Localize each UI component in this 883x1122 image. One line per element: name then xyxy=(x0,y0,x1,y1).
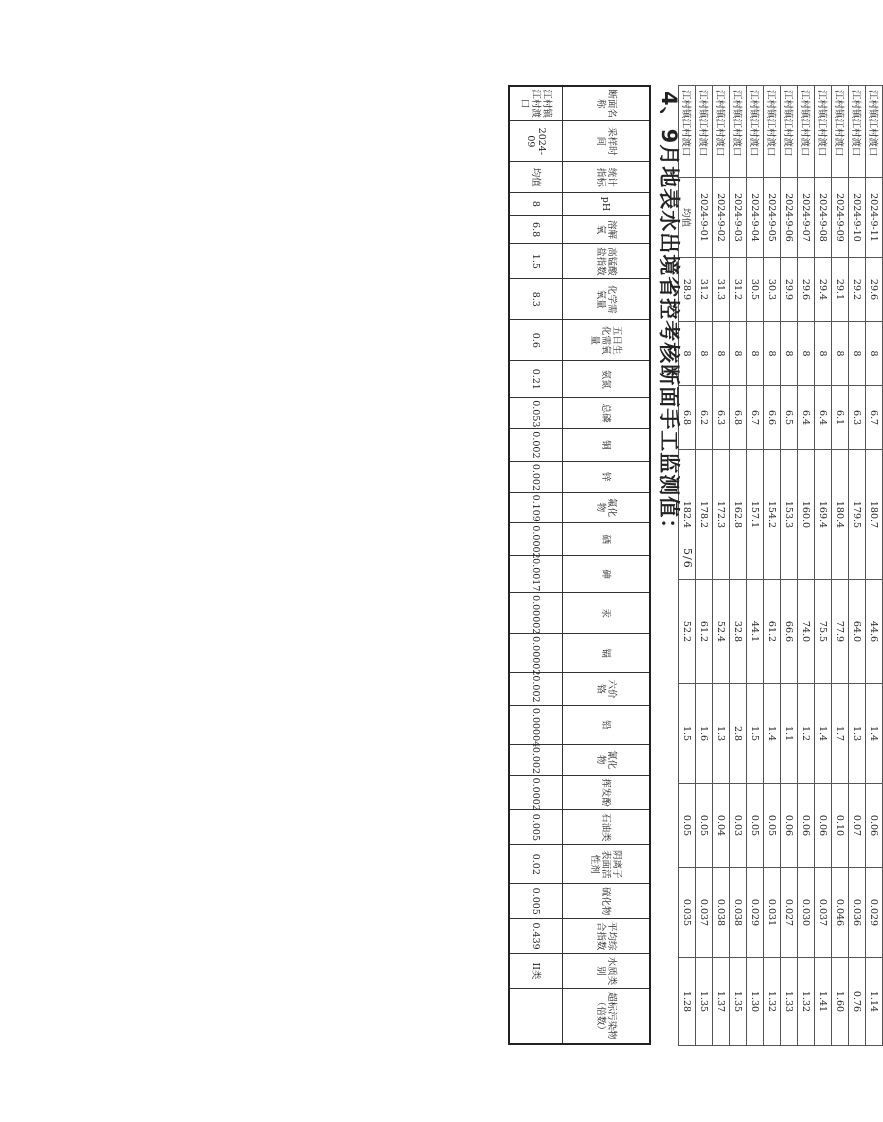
site-cell: 江村镇江村渡口 xyxy=(713,86,730,178)
value-cell: 0.06 xyxy=(815,784,832,868)
value-cell: 0.029 xyxy=(866,868,883,958)
manual-value-row xyxy=(509,86,563,1044)
value-cell: 8 xyxy=(815,322,832,386)
value-cell: 29.4 xyxy=(815,258,832,322)
value-cell: 1.5 xyxy=(679,684,696,784)
value-cell: 0.05 xyxy=(764,784,781,868)
value-cell: 1.14 xyxy=(866,958,883,1046)
site-cell: 江村镇江村渡口 xyxy=(815,86,832,178)
manual-header-cell: 挥发酚 xyxy=(563,775,651,810)
value-cell: 8 xyxy=(730,322,747,386)
site-cell: 江村镇江村渡口 xyxy=(679,86,696,178)
value-cell: 0.06 xyxy=(866,784,883,868)
value-cell: 1.30 xyxy=(747,958,764,1046)
value-cell: 29.6 xyxy=(798,258,815,322)
manual-header-cell: 超标污染物（倍数） xyxy=(563,988,651,1044)
manual-header-cell: 铜 xyxy=(563,429,651,462)
date-cell: 2024-9-05 xyxy=(764,178,781,258)
value-cell: 77.9 xyxy=(832,580,849,684)
manual-value-cell: 0.002 xyxy=(509,673,563,706)
manual-header-cell: 氟化物 xyxy=(563,492,651,523)
manual-value-cell: 0.002 xyxy=(509,744,563,775)
manual-value-cell: 0.00002 xyxy=(509,593,563,634)
value-cell: 8 xyxy=(798,322,815,386)
site-cell: 江村镇江村渡口 xyxy=(764,86,781,178)
value-cell: 0.76 xyxy=(849,958,866,1046)
table-row xyxy=(781,86,798,1046)
manual-header-cell: 统计指标 xyxy=(563,162,651,193)
value-cell: 8 xyxy=(747,322,764,386)
value-cell: 28.9 xyxy=(679,258,696,322)
manual-value-cell: 0.439 xyxy=(509,919,563,954)
manual-header-cell: 砷 xyxy=(563,556,651,593)
value-cell: 169.4 xyxy=(815,450,832,580)
value-cell: 0.038 xyxy=(730,868,747,958)
value-cell: 0.027 xyxy=(781,868,798,958)
value-cell: 32.8 xyxy=(730,580,747,684)
value-cell: 1.37 xyxy=(713,958,730,1046)
manual-value-cell: 6.8 xyxy=(509,215,563,244)
value-cell: 0.038 xyxy=(713,868,730,958)
value-cell: 66.6 xyxy=(781,580,798,684)
value-cell: 0.035 xyxy=(679,868,696,958)
value-cell: 0.029 xyxy=(747,868,764,958)
manual-header-cell: 平均综合指数 xyxy=(563,919,651,954)
manual-value-cell: 8.3 xyxy=(509,279,563,320)
value-cell: 52.2 xyxy=(679,580,696,684)
value-cell: 0.07 xyxy=(849,784,866,868)
manual-header-cell: 锌 xyxy=(563,461,651,492)
date-cell: 2024-9-04 xyxy=(747,178,764,258)
value-cell: 1.4 xyxy=(815,684,832,784)
table-row xyxy=(849,86,866,1046)
value-cell: 0.037 xyxy=(696,868,713,958)
manual-header-cell: 六价铬 xyxy=(563,673,651,706)
value-cell: 1.35 xyxy=(730,958,747,1046)
value-cell: 31.2 xyxy=(696,258,713,322)
manual-header-cell: 采样时间 xyxy=(563,121,651,162)
value-cell: 1.1 xyxy=(781,684,798,784)
value-cell: 29.2 xyxy=(849,258,866,322)
value-cell: 1.28 xyxy=(679,958,696,1046)
section-heading: 4、9月地表水出境省控考核断面手工监测值： xyxy=(657,91,681,541)
value-cell: 8 xyxy=(713,322,730,386)
value-cell: 1.7 xyxy=(832,684,849,784)
value-cell: 162.8 xyxy=(730,450,747,580)
value-cell: 8 xyxy=(832,322,849,386)
value-cell: 74.0 xyxy=(798,580,815,684)
value-cell: 1.4 xyxy=(764,684,781,784)
manual-header-cell: 硒 xyxy=(563,523,651,556)
manual-value-cell: 0.109 xyxy=(509,492,563,523)
manual-value-cell: 8 xyxy=(509,193,563,216)
value-cell: 1.35 xyxy=(696,958,713,1046)
manual-value-cell: 0.21 xyxy=(509,361,563,398)
manual-header-cell: 五日生化需氧量 xyxy=(563,320,651,361)
value-cell: 8 xyxy=(866,322,883,386)
value-cell: 0.04 xyxy=(713,784,730,868)
site-cell: 江村镇江村渡口 xyxy=(696,86,713,178)
value-cell: 6.7 xyxy=(747,386,764,450)
value-cell: 0.05 xyxy=(696,784,713,868)
rotated-landscape-content xyxy=(513,85,883,1045)
value-cell: 182.4 xyxy=(679,450,696,580)
manual-value-cell: 0.02 xyxy=(509,845,563,884)
date-cell: 均值 xyxy=(679,178,696,258)
manual-value-cell: 0.0002 xyxy=(509,775,563,810)
value-cell: 52.4 xyxy=(713,580,730,684)
value-cell: 6.5 xyxy=(781,386,798,450)
site-cell: 江村镇江村渡口 xyxy=(866,86,883,178)
value-cell: 1.2 xyxy=(798,684,815,784)
value-cell: 31.3 xyxy=(713,258,730,322)
manual-header-cell: 水质类别 xyxy=(563,954,651,989)
value-cell: 6.4 xyxy=(798,386,815,450)
manual-header-cell: 氰化物 xyxy=(563,744,651,775)
manual-header-cell: pH xyxy=(563,193,651,216)
date-cell: 2024-9-09 xyxy=(832,178,849,258)
manual-header-cell: 硫化物 xyxy=(563,884,651,919)
value-cell: 75.5 xyxy=(815,580,832,684)
value-cell: 0.06 xyxy=(798,784,815,868)
manual-header-cell: 氨氮 xyxy=(563,361,651,398)
value-cell: 8 xyxy=(781,322,798,386)
manual-header-cell: 化学需氧量 xyxy=(563,279,651,320)
manual-value-cell: 1.5 xyxy=(509,244,563,279)
manual-value-cell: 0.00002 xyxy=(509,634,563,673)
manual-value-cell: 0.005 xyxy=(509,810,563,845)
date-cell: 2024-9-11 xyxy=(866,178,883,258)
value-cell: 1.6 xyxy=(696,684,713,784)
value-cell: 160.0 xyxy=(798,450,815,580)
manual-value-cell: 0.0002 xyxy=(509,523,563,556)
date-cell: 2024-9-01 xyxy=(696,178,713,258)
table-row xyxy=(713,86,730,1046)
value-cell: 8 xyxy=(764,322,781,386)
value-cell: 6.6 xyxy=(764,386,781,450)
value-cell: 1.4 xyxy=(866,684,883,784)
manual-value-cell: 均值 xyxy=(509,162,563,193)
date-cell: 2024-9-07 xyxy=(798,178,815,258)
date-cell: 2024-9-02 xyxy=(713,178,730,258)
value-cell: 1.33 xyxy=(781,958,798,1046)
table-row xyxy=(815,86,832,1046)
value-cell: 61.2 xyxy=(764,580,781,684)
value-cell: 44.1 xyxy=(747,580,764,684)
manual-header-row xyxy=(563,86,651,1044)
page-number: 5/6 xyxy=(681,548,694,569)
value-cell: 29.9 xyxy=(781,258,798,322)
value-cell: 8 xyxy=(679,322,696,386)
date-cell: 2024-9-08 xyxy=(815,178,832,258)
manual-header-cell: 汞 xyxy=(563,593,651,634)
manual-value-cell: 0.002 xyxy=(509,429,563,462)
value-cell: 6.4 xyxy=(815,386,832,450)
value-cell: 0.10 xyxy=(832,784,849,868)
value-cell: 179.5 xyxy=(849,450,866,580)
table-row xyxy=(832,86,849,1046)
value-cell: 61.2 xyxy=(696,580,713,684)
value-cell: 0.05 xyxy=(747,784,764,868)
manual-value-cell: 0.0017 xyxy=(509,556,563,593)
manual-header-cell: 镉 xyxy=(563,634,651,673)
value-cell: 178.2 xyxy=(696,450,713,580)
value-cell: 31.2 xyxy=(730,258,747,322)
value-cell: 154.2 xyxy=(764,450,781,580)
value-cell: 44.6 xyxy=(866,580,883,684)
manual-value-cell xyxy=(509,988,563,1044)
value-cell: 1.5 xyxy=(747,684,764,784)
table-row xyxy=(696,86,713,1046)
site-cell: 江村镇江村渡口 xyxy=(798,86,815,178)
value-cell: 6.2 xyxy=(696,386,713,450)
value-cell: 0.03 xyxy=(730,784,747,868)
manual-value-cell: 0.6 xyxy=(509,320,563,361)
value-cell: 1.32 xyxy=(764,958,781,1046)
value-cell: 6.8 xyxy=(679,386,696,450)
date-cell: 2024-9-10 xyxy=(849,178,866,258)
value-cell: 0.037 xyxy=(815,868,832,958)
value-cell: 0.06 xyxy=(781,784,798,868)
value-cell: 0.046 xyxy=(832,868,849,958)
date-cell: 2024-9-06 xyxy=(781,178,798,258)
value-cell: 153.3 xyxy=(781,450,798,580)
table-row xyxy=(866,86,883,1046)
value-cell: 0.031 xyxy=(764,868,781,958)
manual-header-cell: 铅 xyxy=(563,705,651,744)
value-cell: 1.60 xyxy=(832,958,849,1046)
value-cell: 172.3 xyxy=(713,450,730,580)
value-cell: 0.030 xyxy=(798,868,815,958)
manual-header-cell: 高锰酸盐指数 xyxy=(563,244,651,279)
value-cell: 157.1 xyxy=(747,450,764,580)
manual-header-cell: 阴离子表面活性剂 xyxy=(563,845,651,884)
value-cell: 6.8 xyxy=(730,386,747,450)
manual-value-cell: 0.005 xyxy=(509,884,563,919)
table-row xyxy=(798,86,815,1046)
site-cell: 江村镇江村渡口 xyxy=(781,86,798,178)
value-cell: 180.7 xyxy=(866,450,883,580)
date-cell: 2024-9-03 xyxy=(730,178,747,258)
daily-monitoring-table xyxy=(678,85,883,1046)
table-row xyxy=(764,86,781,1046)
value-cell: 6.3 xyxy=(849,386,866,450)
value-cell: 29.6 xyxy=(866,258,883,322)
value-cell: 8 xyxy=(696,322,713,386)
value-cell: 1.41 xyxy=(815,958,832,1046)
value-cell: 0.036 xyxy=(849,868,866,958)
value-cell: 30.5 xyxy=(747,258,764,322)
manual-value-cell: 0.002 xyxy=(509,461,563,492)
site-cell: 江村镇江村渡口 xyxy=(832,86,849,178)
manual-header-cell: 总磷 xyxy=(563,398,651,429)
value-cell: 30.3 xyxy=(764,258,781,322)
value-cell: 1.3 xyxy=(849,684,866,784)
value-cell: 180.4 xyxy=(832,450,849,580)
manual-value-cell: 江村镇江村渡口 xyxy=(509,86,563,121)
value-cell: 6.7 xyxy=(866,386,883,450)
value-cell: 1.3 xyxy=(713,684,730,784)
manual-header-cell: 溶解氧 xyxy=(563,215,651,244)
value-cell: 0.05 xyxy=(679,784,696,868)
value-cell: 6.1 xyxy=(832,386,849,450)
site-cell: 江村镇江村渡口 xyxy=(730,86,747,178)
manual-header-cell: 断面名称 xyxy=(563,86,651,121)
manual-value-cell: II类 xyxy=(509,954,563,989)
value-cell: 29.1 xyxy=(832,258,849,322)
value-cell: 6.3 xyxy=(713,386,730,450)
table-row xyxy=(747,86,764,1046)
value-cell: 1.32 xyxy=(798,958,815,1046)
table-row xyxy=(730,86,747,1046)
value-cell: 8 xyxy=(849,322,866,386)
site-cell: 江村镇江村渡口 xyxy=(747,86,764,178)
manual-header-cell: 石油类 xyxy=(563,810,651,845)
site-cell: 江村镇江村渡口 xyxy=(849,86,866,178)
manual-monitoring-table xyxy=(508,85,651,1045)
manual-value-cell: 0.053 xyxy=(509,398,563,429)
manual-value-cell: 2024-09 xyxy=(509,121,563,162)
value-cell: 64.0 xyxy=(849,580,866,684)
value-cell: 2.8 xyxy=(730,684,747,784)
manual-value-cell: 0.00004 xyxy=(509,705,563,744)
